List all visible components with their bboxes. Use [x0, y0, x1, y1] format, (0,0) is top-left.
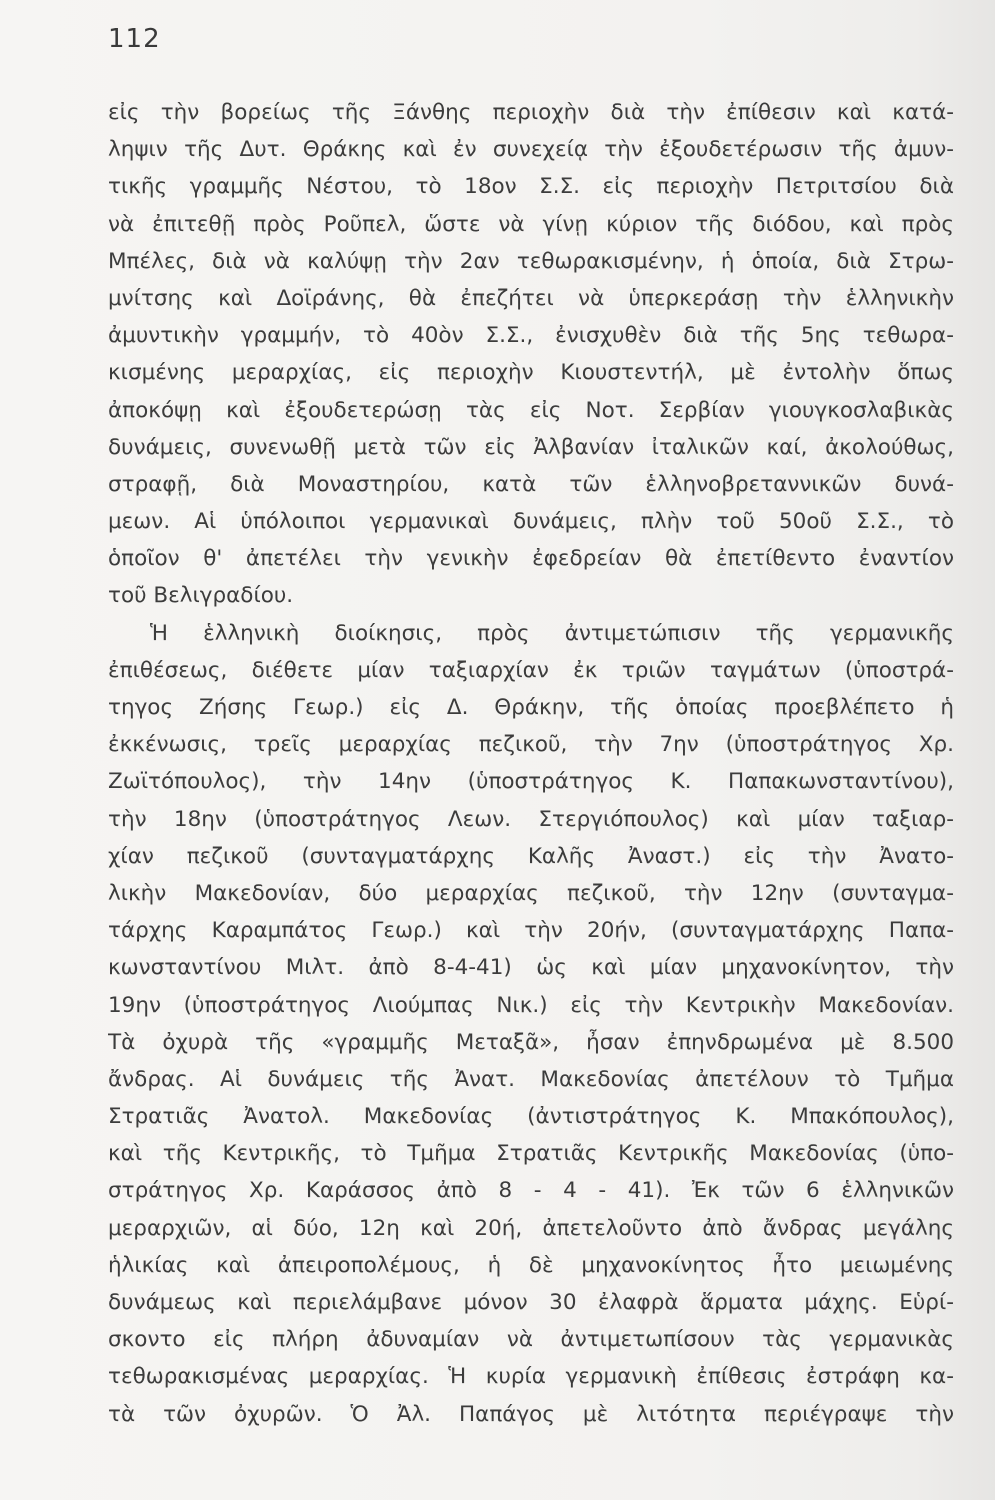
text-line: Στρατιᾶς Ἀνατολ. Μακεδονίας (ἀντιστράτηγος Κ. Μπακόπουλος), — [108, 1104, 954, 1130]
text-line: καὶ τῆς Κεντρικῆς, τὸ Τμῆμα Στρατιᾶς Κεντρικῆς Μακεδονίας (ὑπο- — [108, 1141, 954, 1167]
text-line: Τὰ ὀχυρὰ τῆς «γραμμῆς Μεταξᾶ», ἦσαν ἐπηνδρωμένα μὲ 8.500 — [108, 1029, 954, 1055]
text-line: δυνάμεις, συνενωθῇ μετὰ τῶν εἰς Ἀλβανίαν ἰταλικῶν καί, ἀκολούθως, — [108, 434, 954, 460]
text-line: μνίτσης καὶ Δοϊράνης, θὰ ἐπεζήτει νὰ ὑπερκεράσῃ τὴν ἑλληνικὴν — [108, 285, 954, 311]
text-line: ἀποκόψῃ καὶ ἐξουδετερώσῃ τὰς εἰς Νοτ. Σερβίαν γιουγκοσλαβικὰς — [108, 397, 954, 423]
text-line: κωνσταντίνου Μιλτ. ἀπὸ 8-4-41) ὡς καὶ μίαν μηχανοκίνητον, τὴν — [108, 955, 954, 981]
text-line: ὁποῖον θ' ἀπετέλει τὴν γενικὴν ἐφεδρείαν θὰ ἐπετίθεντο ἐναντίον — [108, 546, 954, 572]
text-line: στραφῇ, διὰ Μοναστηρίου, κατὰ τῶν ἑλληνοβρεταννικῶν δυνά- — [108, 471, 954, 497]
text-line: μεραρχιῶν, αἱ δύο, 12η καὶ 20ή, ἀπετελοῦντο ἀπὸ ἄνδρας μεγάλης — [108, 1215, 954, 1241]
text-line: ληψιν τῆς Δυτ. Θράκης καὶ ἐν συνεχείᾳ τὴν ἐξουδετέρωσιν τῆς ἀμυν- — [108, 137, 954, 163]
text-line: ἀμυντικὴν γραμμήν, τὸ 40ὸν Σ.Σ., ἐνισχυθὲν διὰ τῆς 5ης τεθωρα- — [108, 323, 954, 349]
text-line-paragraph-start: Ἡ ἑλληνικὴ διοίκησις, πρὸς ἀντιμετώπισιν τῆς γερμανικῆς — [150, 620, 954, 646]
text-line: ἄνδρας. Αἱ δυνάμεις τῆς Ἀνατ. Μακεδονίας ἀπετέλουν τὸ Τμῆμα — [108, 1066, 954, 1092]
text-line: ἐκκένωσις, τρεῖς μεραρχίας πεζικοῦ, τὴν 7ην (ὑποστράτηγος Χρ. — [108, 732, 954, 758]
text-line: τικῆς γραμμῆς Νέστου, τὸ 18ον Σ.Σ. εἰς περιοχὴν Πετριτσίου διὰ — [108, 174, 954, 200]
text-line: εἰς τὴν βορείως τῆς Ξάνθης περιοχὴν διὰ τὴν ἐπίθεσιν καὶ κατά- — [108, 100, 954, 125]
text-line: νὰ ἐπιτεθῇ πρὸς Ροῦπελ, ὥστε νὰ γίνῃ κύριον τῆς διόδου, καὶ πρὸς — [108, 211, 954, 237]
text-line: τηγος Ζήσης Γεωρ.) εἰς Δ. Θράκην, τῆς ὁποίας προεβλέπετο ἡ — [108, 695, 954, 720]
text-line: Ζωϊτόπουλος), τὴν 14ην (ὑποστράτηγος Κ. Παπακωνσταντίνου), — [108, 769, 954, 795]
text-line: Μπέλες, διὰ νὰ καλύψῃ τὴν 2αν τεθωρακισμένην, ἡ ὁποία, διὰ Στρω- — [108, 248, 954, 274]
text-line: σκοντο εἰς πλήρη ἀδυναμίαν νὰ ἀντιμετωπίσουν τὰς γερμανικὰς — [108, 1327, 954, 1353]
text-line: τὰ τῶν ὀχυρῶν. Ὁ Ἀλ. Παπάγος μὲ λιτότητα περιέγραψε τὴν — [108, 1401, 954, 1427]
text-line: ἡλικίας καὶ ἀπειροπολέμους, ἡ δὲ μηχανοκίνητος ἦτο μειωμένης — [108, 1252, 954, 1278]
text-line: δυνάμεως καὶ περιελάμβανε μόνον 30 ἐλαφρὰ ἅρματα μάχης. Εὑρί- — [108, 1290, 954, 1315]
text-line: κισμένης μεραρχίας, εἰς περιοχὴν Κιουστεντήλ, μὲ ἐντολὴν ὅπως — [108, 360, 954, 386]
text-line: μεων. Αἱ ὑπόλοιποι γερμανικαὶ δυνάμεις, πλὴν τοῦ 50οῦ Σ.Σ., τὸ — [108, 509, 954, 535]
text-line: 19ην (ὑποστράτηγος Λιούμπας Νικ.) εἰς τὴν Κεντρικὴν Μακεδονίαν. — [108, 992, 954, 1018]
text-line: τεθωρακισμένας μεραρχίας. Ἡ κυρία γερμανικὴ ἐπίθεσις ἐστράφη κα- — [108, 1364, 954, 1390]
page-number: 112 — [108, 24, 161, 54]
text-line: χίαν πεζικοῦ (συνταγματάρχης Καλῆς Ἀναστ.) εἰς τὴν Ἀνατο- — [108, 843, 954, 869]
text-line-paragraph-end: τοῦ Βελιγραδίου. — [108, 583, 294, 609]
text-line: στράτηγος Χρ. Καράσσος ἀπὸ 8 - 4 - 41). Ἐκ τῶν 6 ἑλληνικῶν — [108, 1178, 954, 1204]
text-line: τὴν 18ην (ὑποστράτηγος Λεων. Στεργιόπουλος) καὶ μίαν ταξιαρ- — [108, 806, 954, 832]
text-line: τάρχης Καραμπάτος Γεωρ.) καὶ τὴν 20ήν, (συνταγματάρχης Παπα- — [108, 918, 954, 944]
body-text — [108, 94, 954, 1433]
text-line: ἐπιθέσεως, διέθετε μίαν ταξιαρχίαν ἐκ τριῶν ταγμάτων (ὑποστρά- — [108, 657, 954, 683]
text-line: λικὴν Μακεδονίαν, δύο μεραρχίας πεζικοῦ, τὴν 12ην (συνταγμα- — [108, 880, 954, 906]
